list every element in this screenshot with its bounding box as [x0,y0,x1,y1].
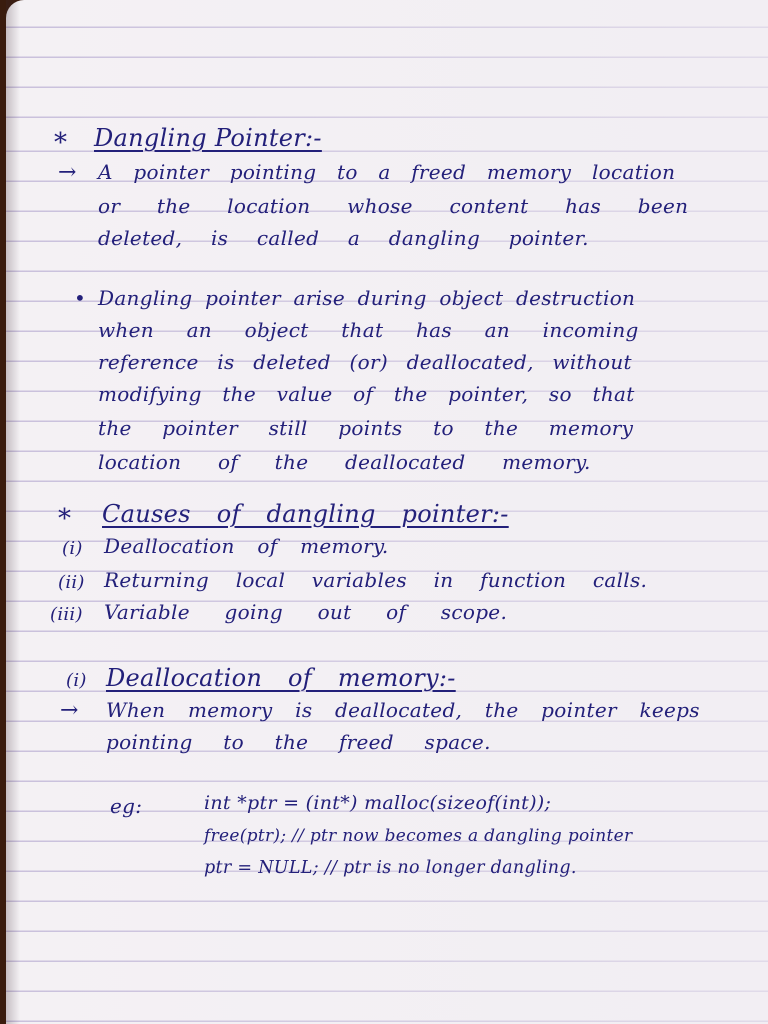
arrow-icon: → [60,698,79,723]
paragraph-line: Dangling pointer arise during object destruction [98,286,636,310]
section-heading-causes: Causes of dangling pointer:- [102,500,509,528]
paragraph-line: reference is deleted (or) deallocated, without [98,350,632,374]
heading-asterisk: * [58,504,72,534]
page-edge-shadow [6,0,20,1024]
section-heading-dangling-pointer: Dangling Pointer:- [94,124,322,152]
example-label: eg: [110,794,143,818]
bullet-point: • [74,286,87,310]
list-item: Deallocation of memory. [104,534,389,558]
definition-line: or the location whose content has been [98,194,689,218]
code-line: int *ptr = (int*) malloc(sizeof(int)); [204,792,552,814]
list-item: Variable going out of scope. [104,600,508,624]
arrow-icon: → [58,160,77,185]
list-number: (i) [62,538,83,559]
explanation-line: When memory is deallocated, the pointer keeps [106,698,700,722]
notebook-page [6,0,768,1024]
list-number: (ii) [58,572,85,593]
heading-asterisk: * [54,128,68,158]
paragraph-line: modifying the value of the pointer, so that [98,382,635,406]
section-number: (i) [66,670,87,691]
list-number: (iii) [50,604,83,625]
paragraph-line: when an object that has an incoming [98,318,639,342]
code-line: free(ptr); // ptr now becomes a dangling pointer [204,826,633,846]
list-item: Returning local variables in function calls. [104,568,648,592]
paragraph-line: location of the deallocated memory. [98,450,591,474]
definition-line: deleted, is called a dangling pointer. [98,226,589,250]
paragraph-line: the pointer still points to the memory [98,416,634,440]
code-line: ptr = NULL; // ptr is no longer dangling. [204,858,577,878]
explanation-line: pointing to the freed space. [106,730,491,754]
definition-line: A pointer pointing to a freed memory location [98,160,676,184]
section-heading-deallocation: Deallocation of memory:- [106,664,456,692]
